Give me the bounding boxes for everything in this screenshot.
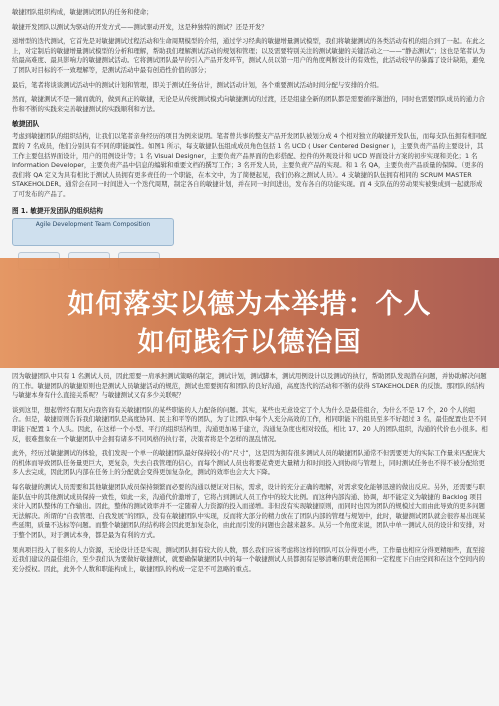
paragraph: 敏捷团队组织构成，敏捷测试团队的任务和使命；: [12, 8, 153, 16]
overlay-title-line-2: 如何践行以德治国: [137, 327, 362, 358]
overlay-title-line-1: 如何落实以德为本举措：个人: [67, 289, 432, 320]
document-body-lower: [12, 372, 488, 579]
paragraph: 每名敏捷的测试人员需要和其他敏捷团队成员保持频繁而必要的沟通以便证对目标，需求，设计的充分正确的理解，对需求变化能够迅速的做出反应。另外，还需要与职能队伍中的其他测试成员保持一致性，如此一来，沟通代价激增了，它将占到测试人员工作中的较大比例。而这种内部沟通、协调，却不能定义为敏捷的 Backlog 项目来计入团队整体的工作输出。因此，整体的测试效率并不一定随着人力资源的投入而递增。非但没有实现敏捷原则，而同时也因为团队的规模过大而由此导致的更多问题无法解决。所谓的“自我管理、自我发展”的团队，没有在敏捷团队中实现，反而将大部分的精力放在了团队内部的管理与规划中，此时，敏捷测试团队就会很容易出现某些延期，质量不达标等问题。而整个敏捷团队的结构将会因此更加复杂化，由此而引发的问题也会越来越多。从另一个角度来说，团队中单一测试人员的设计和安排，对于整个团队，对于测试本身，都是最为有利的方式。: [12, 482, 486, 539]
section-heading: 敏捷团队: [12, 120, 40, 129]
figure-header: Agile Development Team Composition: [12, 218, 174, 246]
paragraph: 因为敏捷团队中只有 1 名测试人员，因此需要一肩承担测试策略的制定，测试计划，测试脚本，测试用例设计以及测试的执行，帮助团队发现潜在问题，并协助解决问题的工作。敏捷团队的敏捷原则也是测试人员敏捷活动的规范，测试也需要拥有和团队的良好沟通，高度迭代的活动和不断的获得 STAKEHOLDER 的反馈。那团队的结构与敏捷本身有什么直接关系呢？与敏捷测试又有多少关联呢？: [12, 372, 487, 400]
paragraph: 谈到这里，想起曾经有朋友向我咨询有关敏捷团队的某些职能的人力配备的问题。其实，某些也无意设定了个人为什么是最佳组合，为什么不是 17 个，20 个人的组合。但是，敏捷原则告诉我们敏捷团队是高度协同、民主和平等的团队，为了让团队中每个人充分高效的工作，相同职能下的组员至多不好超过 3 名，最佳配置也是不同职能下配置 1 个人头。因此，在这样一个小型、平行的组织结构里，沟通更加易于建立，沟通复杂度也相对较低，相比 17、20 人的团队组织，沟通的代价也小很多。相反，很难想象在一个敏捷团队中会拥有诸多不同风格的执行者，决策者将是个怎样的混乱情况。: [12, 405, 488, 443]
paragraph: 考虑到敏捷团队的组织结构，让我们以笔者亲身经历的项目为例来说明。笔者曾共事的整支产品开发团队被划分成 4 个相对独立的敏捷开发队伍，而每支队伍拥有相同配置的 7 名成员，他们分别具有不同的职能属性。如图1 所示，每支敏捷队伍组成成员角色包括 1 名 UCD ( User Centered Designer )，主要负责产品的主要设计，其工作主要包括界面设计，用户的用例设计等；1 名 Visual Designer，主要负责产品界面的色彩搭配、控件的外观设计和 UCD 界面设计方案的初步实现和美化；1 名 Information Developer，主要负责产品中信息的编辑和重要文档的撰写工作；3 名开发人员，主要负责产品的实现。和 1 名 QA，主要负责产品质量的保障。（更多的我们将 QA 定义为具有相比于测试人员拥有更多责任的一个职能，在本文中，为了简便起见，我们仍称之测试人员）。4 支敏捷的队伍拥有相同的 SCRUM MASTER STAKEHOLDER。通常会在同一时间进入一个迭代周期，制定各自的敏捷计划，并在同一时间进出，发布各自的功能实现。而 4 支队伍的劳动果实被集成到一起就形成了可发布的产品了。: [12, 132, 487, 198]
paragraph: 此外，经历过敏捷测试的体验，我们发现一个单一的敏捷团队最好保持较小的“尺寸”，这是因为拥有很多测试人员的敏捷团队通常不但需要更大的实际工作量来匹配庞大的机体而导致团队任务量更巨大，更复杂，失去自我管理的信心，而每个测试人员也将要花费更大量精力和时间投入到协商与管理上，同时测试任务也不得不被分配给更多人去完成，因此团队内部在任务上的分配就会变得更加复杂化，测试的效率也会大大下降。: [12, 449, 486, 477]
paragraph: 最后，笔者将谈谈测试活动中的测试计划和管理，即关于测试任务估计，测试活动计划，各个重要测试活动时间分配与安排的介绍。: [12, 80, 383, 89]
paragraph: 然而，敏捷测试不是一蹴而就的，做到真正的敏捷，无论是从传统测试模式向敏捷测试的过渡，还是组建全新的团队都是需要循序渐进的，同时也需要团队成员的通力合作和不断的实践来完善敏捷测试的实践顺利和方法。: [12, 95, 485, 113]
figure-caption: 图 1. 敏捷开发团队的组织结构: [12, 206, 103, 215]
paragraph: 果真项目投入了很多的人力资源，无论设计还是实现，测试团队拥有较大的人数，那么我们应该考虑将这样的团队可以分得更小些，工作量也相应分得更精细些，直至接近我们建议的最佳组合，至少我们认为要做好敏捷测试，就要确保敏捷团队中的每一个敏捷测试人员都拥有足够清晰的职责范围和一定程度下自由空间和在这个空间内的充分授权。因此，此外个人数和职能构成上，敏捷团队的构成一定是不可忽略的重点。: [12, 545, 485, 573]
paragraph: 递增型的迭代测试，它首先是对敏捷测试过程活动和生命周期模型的介绍，通过学习经典的敏捷增量测试模型，我们将敏捷测试的各类活动有机的组合到了一起。在此之上，对定制后的敏捷增量测试模型的分析和理解，帮助我们理解测试活动的规划和管理；以及需要特别关注的测试敏捷的关键活动之一——“静态测试”；这也是笔者认为给最高难度、最具影响力的敏捷测试活动。它将测试团队最早的引入产品开发环节，测试人员以第一用户的角度判断设计的有效性，此活动较早的暴露了设计缺陷，避免了团队对目标的不一致理解等，是测试活动中最有创造性价值的部分；: [12, 37, 486, 74]
paragraph: 敏捷开发团队以测试为驱动的开发方式——测试驱动开发，这是种独特的测试？还是开发？: [12, 22, 268, 31]
